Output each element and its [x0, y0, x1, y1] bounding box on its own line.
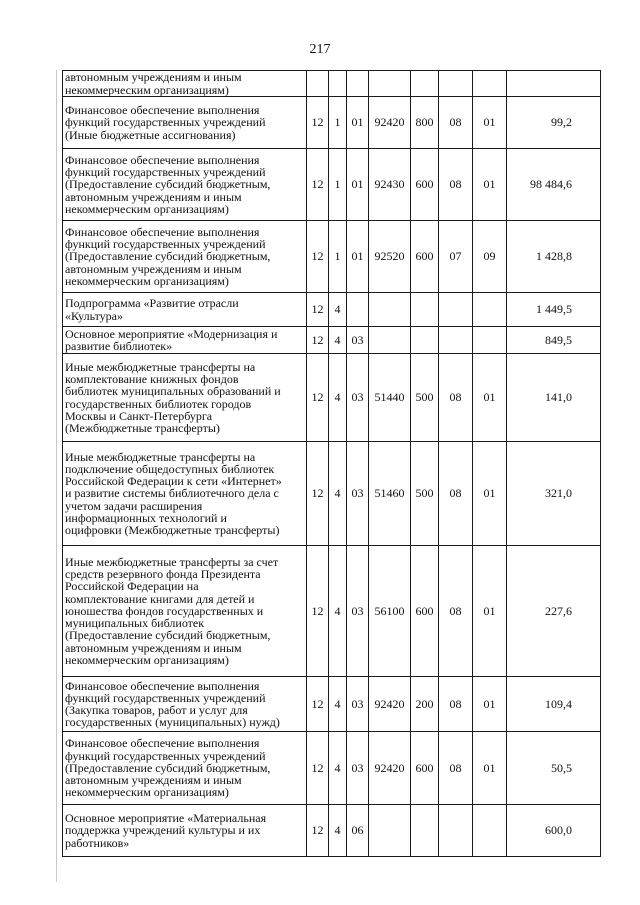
budget-table — [62, 70, 601, 857]
row-name-line: и развитие системы библиотечного дела с — [65, 486, 279, 501]
code-subsection-cell — [473, 71, 507, 97]
row-name-cell — [63, 732, 307, 805]
code-target-item-cell — [369, 327, 411, 354]
row-name-line: государственных библиотек городов — [65, 396, 252, 411]
table-row — [63, 97, 601, 149]
code-program-cell: 1 — [329, 221, 347, 293]
row-name-line: Иные межбюджетные трансферты на — [65, 359, 256, 374]
row-name-line: функций государственных учреждений — [65, 115, 266, 130]
code-target-item-cell: 92420 — [369, 677, 411, 732]
code-section-cell: 08 — [439, 677, 473, 732]
code-subsection-cell: 01 — [473, 149, 507, 221]
row-name-line: юношества фондов государственных и — [65, 603, 264, 618]
amount-cell: 600,0 — [507, 805, 601, 857]
code-target-item-cell — [369, 805, 411, 857]
code-subprogram-cell: 01 — [347, 221, 369, 293]
code-subprogram-cell: 03 — [347, 327, 369, 354]
row-name-line: средств резервного фонда Президента — [65, 567, 261, 582]
row-name-line: автономным учреждениям и иным — [65, 189, 242, 204]
code-target-item-cell — [369, 293, 411, 327]
amount-cell: 98 484,6 — [507, 149, 601, 221]
code-ministry-cell: 12 — [307, 293, 329, 327]
table-row — [63, 442, 601, 546]
row-name-line: автономным учреждениям и иным — [65, 261, 242, 276]
row-name-line: поддержка учреждений культуры и их — [65, 823, 261, 838]
row-name-line: комплектование книгами для детей и — [65, 591, 255, 606]
page-number: 217 — [309, 42, 331, 57]
amount-cell: 50,5 — [507, 732, 601, 805]
row-name-line: (Закупка товаров, работ и услуг для — [65, 703, 248, 717]
row-name-line: (Предоставление субсидий бюджетным, — [65, 177, 271, 192]
row-name-line: комплектование книжных фондов — [65, 372, 239, 387]
code-target-item-cell — [369, 71, 411, 97]
code-subsection-cell: 01 — [473, 354, 507, 442]
code-section-cell — [439, 327, 473, 354]
code-program-cell: 4 — [329, 442, 347, 546]
row-name-line: некоммерческим организациям) — [65, 201, 229, 216]
code-subprogram-cell: 03 — [347, 354, 369, 442]
row-name-line: Финансовое обеспечение выполнения — [65, 103, 260, 118]
code-target-item-cell: 51460 — [369, 442, 411, 546]
code-program-cell: 4 — [329, 354, 347, 442]
code-ministry-cell: 12 — [307, 546, 329, 677]
code-target-item-cell: 92420 — [369, 97, 411, 149]
code-section-cell — [439, 71, 473, 97]
code-subprogram-cell: 03 — [347, 677, 369, 732]
code-expense-type-cell — [411, 71, 439, 97]
table-row — [63, 677, 601, 732]
row-name-cell — [63, 546, 307, 677]
row-name-line: Финансовое обеспечение выполнения — [65, 224, 260, 239]
code-subsection-cell — [473, 293, 507, 327]
row-name-cell — [63, 442, 307, 546]
row-name-line: автономным учреждениям и иным — [65, 70, 242, 85]
code-section-cell: 07 — [439, 221, 473, 293]
code-expense-type-cell: 800 — [411, 97, 439, 149]
code-section-cell: 08 — [439, 97, 473, 149]
amount-cell: 849,5 — [507, 327, 601, 354]
row-name-line: некоммерческим организациям) — [65, 82, 229, 97]
row-name-line: Москвы и Санкт-Петербурга — [65, 408, 213, 423]
row-name-line: Основное мероприятие «Модернизация и — [65, 326, 278, 341]
code-section-cell — [439, 293, 473, 327]
row-name-line: функций государственных учреждений — [65, 690, 266, 705]
code-target-item-cell: 92520 — [369, 221, 411, 293]
amount-cell: 109,4 — [507, 677, 601, 732]
code-subsection-cell: 01 — [473, 677, 507, 732]
row-name-line: Иные межбюджетные трансферты за счет — [65, 555, 279, 570]
code-section-cell: 08 — [439, 354, 473, 442]
row-name-line: библиотек муниципальных образований и — [65, 384, 281, 399]
code-ministry-cell: 12 — [307, 97, 329, 149]
code-subsection-cell: 01 — [473, 546, 507, 677]
code-program-cell: 1 — [329, 97, 347, 149]
amount-cell — [507, 71, 601, 97]
row-name-line: Подпрограмма «Развитие отрасли — [65, 296, 239, 311]
code-program-cell — [329, 71, 347, 97]
table-row — [63, 221, 601, 293]
table-body — [63, 71, 601, 857]
row-name-line: некоммерческим организациям) — [65, 652, 229, 667]
code-subsection-cell: 01 — [473, 97, 507, 149]
code-program-cell: 4 — [329, 677, 347, 732]
row-name-line: функций государственных учреждений — [65, 748, 266, 763]
row-name-line: (Иные бюджетные ассигнования) — [65, 127, 236, 142]
amount-cell: 227,6 — [507, 546, 601, 677]
code-ministry-cell: 12 — [307, 354, 329, 442]
code-expense-type-cell: 200 — [411, 677, 439, 732]
code-subprogram-cell — [347, 71, 369, 97]
code-expense-type-cell — [411, 293, 439, 327]
code-subprogram-cell: 03 — [347, 442, 369, 546]
amount-cell: 1 449,5 — [507, 293, 601, 327]
row-name-line: Финансовое обеспечение выполнения — [65, 152, 260, 167]
table-row — [63, 293, 601, 327]
code-program-cell: 4 — [329, 732, 347, 805]
code-subprogram-cell: 01 — [347, 149, 369, 221]
code-subprogram-cell: 01 — [347, 97, 369, 149]
row-name-line: (Межбюджетные трансферты) — [65, 420, 220, 435]
table-row — [63, 805, 601, 857]
amount-cell: 99,2 — [507, 97, 601, 149]
code-target-item-cell: 56100 — [369, 546, 411, 677]
code-subprogram-cell: 03 — [347, 546, 369, 677]
row-name-cell — [63, 805, 307, 857]
row-name-line: Основное мероприятие «Материальная — [65, 811, 267, 826]
code-subsection-cell: 01 — [473, 442, 507, 546]
table-row — [63, 546, 601, 677]
row-name-cell — [63, 97, 307, 149]
row-name-line: Финансовое обеспечение выполнения — [65, 736, 260, 751]
row-name-cell — [63, 149, 307, 221]
row-name-line: работников» — [65, 835, 130, 850]
row-name-line: подключение общедоступных библиотек — [65, 461, 275, 476]
code-section-cell: 08 — [439, 149, 473, 221]
code-ministry-cell — [307, 71, 329, 97]
code-subsection-cell — [473, 327, 507, 354]
code-subsection-cell: 09 — [473, 221, 507, 293]
code-expense-type-cell: 600 — [411, 221, 439, 293]
table-row — [63, 354, 601, 442]
code-subsection-cell — [473, 805, 507, 857]
row-name-line: некоммерческим организациям) — [65, 273, 229, 288]
row-name-line: (Предоставление субсидий бюджетным, — [65, 249, 271, 264]
row-name-line: (Предоставление субсидий бюджетным, — [65, 760, 271, 775]
code-ministry-cell: 12 — [307, 221, 329, 293]
table-row — [63, 149, 601, 221]
table-row — [63, 732, 601, 805]
row-name-line: автономным учреждениям и иным — [65, 773, 242, 788]
code-target-item-cell: 92420 — [369, 732, 411, 805]
code-program-cell: 4 — [329, 293, 347, 327]
row-name-cell — [63, 354, 307, 442]
row-name-cell — [63, 327, 307, 354]
row-name-line: (Предоставление субсидий бюджетным, — [65, 628, 271, 643]
code-section-cell: 08 — [439, 546, 473, 677]
code-section-cell — [439, 805, 473, 857]
code-ministry-cell: 12 — [307, 732, 329, 805]
code-ministry-cell: 12 — [307, 805, 329, 857]
row-name-line: функций государственных учреждений — [65, 165, 266, 180]
code-expense-type-cell: 600 — [411, 546, 439, 677]
scan-margin-line — [56, 70, 60, 882]
row-name-line: информационных технологий и — [65, 510, 227, 525]
row-name-cell — [63, 677, 307, 732]
row-name-line: некоммерческим организациям) — [65, 785, 229, 800]
code-program-cell: 4 — [329, 546, 347, 677]
code-ministry-cell: 12 — [307, 327, 329, 354]
row-name-line: учетом задачи расширения — [65, 498, 203, 513]
code-expense-type-cell — [411, 805, 439, 857]
code-subsection-cell: 01 — [473, 732, 507, 805]
code-expense-type-cell: 600 — [411, 149, 439, 221]
row-name-line: Финансовое обеспечение выполнения — [65, 678, 260, 693]
code-section-cell: 08 — [439, 732, 473, 805]
code-expense-type-cell — [411, 327, 439, 354]
code-subprogram-cell: 03 — [347, 732, 369, 805]
row-name-line: оцифровки (Межбюджетные трансферты) — [65, 523, 280, 537]
row-name-line: Российской Федерации к сети «Интернет» — [65, 474, 282, 489]
row-name-line: муниципальных библиотек — [65, 616, 205, 631]
code-program-cell: 4 — [329, 805, 347, 857]
code-target-item-cell: 92430 — [369, 149, 411, 221]
row-name-cell — [63, 71, 307, 97]
row-name-line: Российской Федерации на — [65, 579, 199, 594]
code-expense-type-cell: 500 — [411, 442, 439, 546]
amount-cell: 141,0 — [507, 354, 601, 442]
row-name-line: «Культура» — [65, 308, 123, 323]
amount-cell: 321,0 — [507, 442, 601, 546]
row-name-line: автономным учреждениям и иным — [65, 640, 242, 655]
row-name-line: функций государственных учреждений — [65, 237, 266, 252]
code-expense-type-cell: 600 — [411, 732, 439, 805]
row-name-line: государственных (муниципальных) нужд) — [65, 715, 280, 730]
code-program-cell: 4 — [329, 327, 347, 354]
table-row — [63, 71, 601, 97]
code-section-cell: 08 — [439, 442, 473, 546]
amount-cell: 1 428,8 — [507, 221, 601, 293]
code-ministry-cell: 12 — [307, 677, 329, 732]
code-subprogram-cell: 06 — [347, 805, 369, 857]
row-name-line: Иные межбюджетные трансферты на — [65, 449, 256, 464]
row-name-cell — [63, 293, 307, 327]
row-name-cell — [63, 221, 307, 293]
code-target-item-cell: 51440 — [369, 354, 411, 442]
code-ministry-cell: 12 — [307, 442, 329, 546]
code-program-cell: 1 — [329, 149, 347, 221]
table-row — [63, 327, 601, 354]
code-subprogram-cell — [347, 293, 369, 327]
code-expense-type-cell: 500 — [411, 354, 439, 442]
code-ministry-cell: 12 — [307, 149, 329, 221]
row-name-line: развитие библиотек» — [65, 339, 173, 353]
